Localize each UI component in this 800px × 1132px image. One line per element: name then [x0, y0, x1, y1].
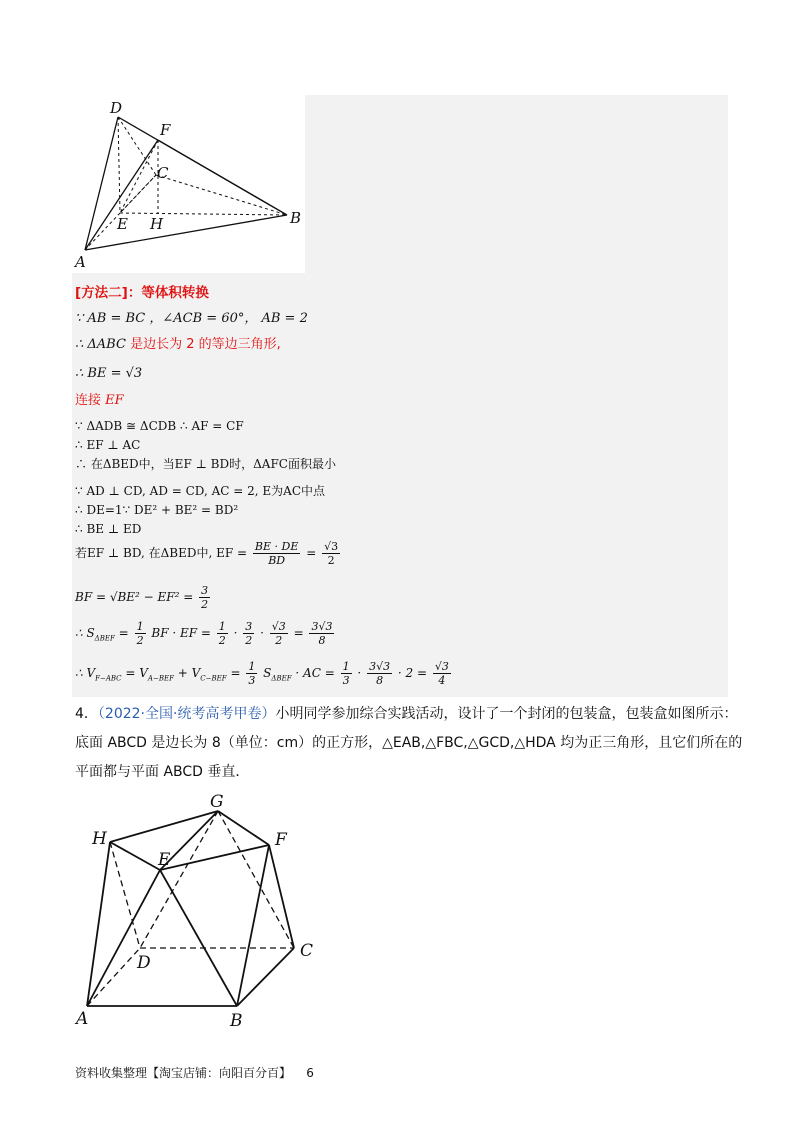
label-g: G — [210, 792, 224, 812]
solution-line: 连接 EF — [75, 393, 124, 408]
solution-line: ∴ 在ΔBED中，当EF ⊥ BD时，ΔAFC面积最小 — [75, 457, 336, 471]
problem-statement-line-1: 4．（2022·全国·统考高考甲卷）小明同学参加综合实践活动，设计了一个封闭的包装盒，包装盒如图所示： — [75, 706, 738, 722]
page-footer: 资料收集整理【淘宝店铺：向阳百分百】 6 — [75, 1066, 314, 1080]
label-b: B — [230, 1011, 243, 1030]
solution-line: ∴ EF ⊥ AC — [75, 438, 141, 452]
solution-line: ∴ DE=1∵ DE² + BE² = BD² — [75, 503, 239, 517]
solution-line-bf: BF = √BE² − EF² = $\frac{3}{2}$ — [75, 584, 209, 611]
label-a: A — [75, 253, 86, 271]
label-f: F — [275, 830, 287, 850]
fraction: $\frac{3√3}{8}$ — [311, 620, 333, 647]
fraction: $\frac{√3}{4}$ — [434, 660, 449, 687]
solution-line: ∵ AD ⊥ CD, AD = CD, AC = 2, E为AC中点 — [75, 484, 326, 498]
label-h: H — [92, 829, 107, 849]
solution-line: ∵ AB = BC ，∠ACB = 60°， AB = 2 — [75, 311, 308, 326]
label-c: C — [300, 941, 314, 961]
solution-line-ef: 若EF ⊥ BD, 在ΔBED中, EF = $\frac{BE \cdot DE}{BD}$ = $\frac{√3}{2}$ — [75, 540, 339, 567]
fraction: $\frac{BE \cdot DE}{BD}$ — [254, 540, 299, 567]
fraction: $\frac{3}{2}$ — [245, 620, 253, 647]
label-e: E — [158, 850, 171, 870]
page-number: 6 — [306, 1066, 314, 1080]
label-c: C — [157, 164, 169, 182]
fraction: $\frac{3}{2}$ — [201, 584, 209, 611]
label-h: H — [150, 215, 164, 233]
label-a: A — [76, 1009, 89, 1029]
label-e: E — [117, 215, 128, 233]
solution-line: ∴ BE = √3 — [75, 366, 143, 381]
method-heading: [方法二]：等体积转换 — [75, 285, 209, 301]
fraction: $\frac{√3}{2}$ — [324, 540, 339, 567]
fraction: $\frac{1}{3}$ — [342, 660, 350, 687]
problem-statement-line-3: 平面都与平面 ABCD 垂直． — [75, 764, 250, 780]
figure-packaging-box — [72, 790, 332, 1030]
fraction: $\frac{3√3}{8}$ — [369, 660, 391, 687]
solution-line: ∴ ΔABC 是边长为 2 的等边三角形, — [75, 337, 281, 352]
label-d: D — [110, 99, 123, 117]
solution-line-volume: ∴ $V_{F-ABC} = V_{A-BEF} + V_{C-BEF}$ = $\frac{1}{3}$ $S_{\Delta BEF}$ · AC = $\frac{1}{3}$ · $\frac{3√3}{8}$ · 2 = $\frac{√3}{4}$ — [75, 660, 449, 687]
solution-line-area: ∴ $S_{\Delta BEF}$ = $\frac{1}{2}$ BF · EF = $\frac{1}{2}$ · $\frac{3}{2}$ · $\frac{√3}{2}$ = $\frac{3√3}{8}$ — [75, 620, 333, 647]
figure-tetrahedron — [72, 95, 305, 273]
problem-source: （2022·全国·统考高考甲卷） — [97, 706, 276, 722]
fraction: $\frac{1}{2}$ — [218, 620, 226, 647]
fraction: $\frac{√3}{2}$ — [271, 620, 286, 647]
label-f: F — [160, 121, 171, 139]
solution-line: ∵ ΔADB ≅ ΔCDB ∴ AF = CF — [75, 419, 244, 433]
label-d: D — [137, 953, 151, 973]
solution-line: ∴ BE ⊥ ED — [75, 522, 142, 536]
fraction: $\frac{1}{2}$ — [136, 620, 144, 647]
fraction: $\frac{1}{3}$ — [248, 660, 256, 687]
label-b: B — [290, 209, 302, 227]
problem-statement-line-2: 底面 ABCD 是边长为 8（单位：cm）的正方形，△EAB,△FBC,△GCD,△HDA 均为正三角形，且它们所在的 — [75, 735, 743, 751]
